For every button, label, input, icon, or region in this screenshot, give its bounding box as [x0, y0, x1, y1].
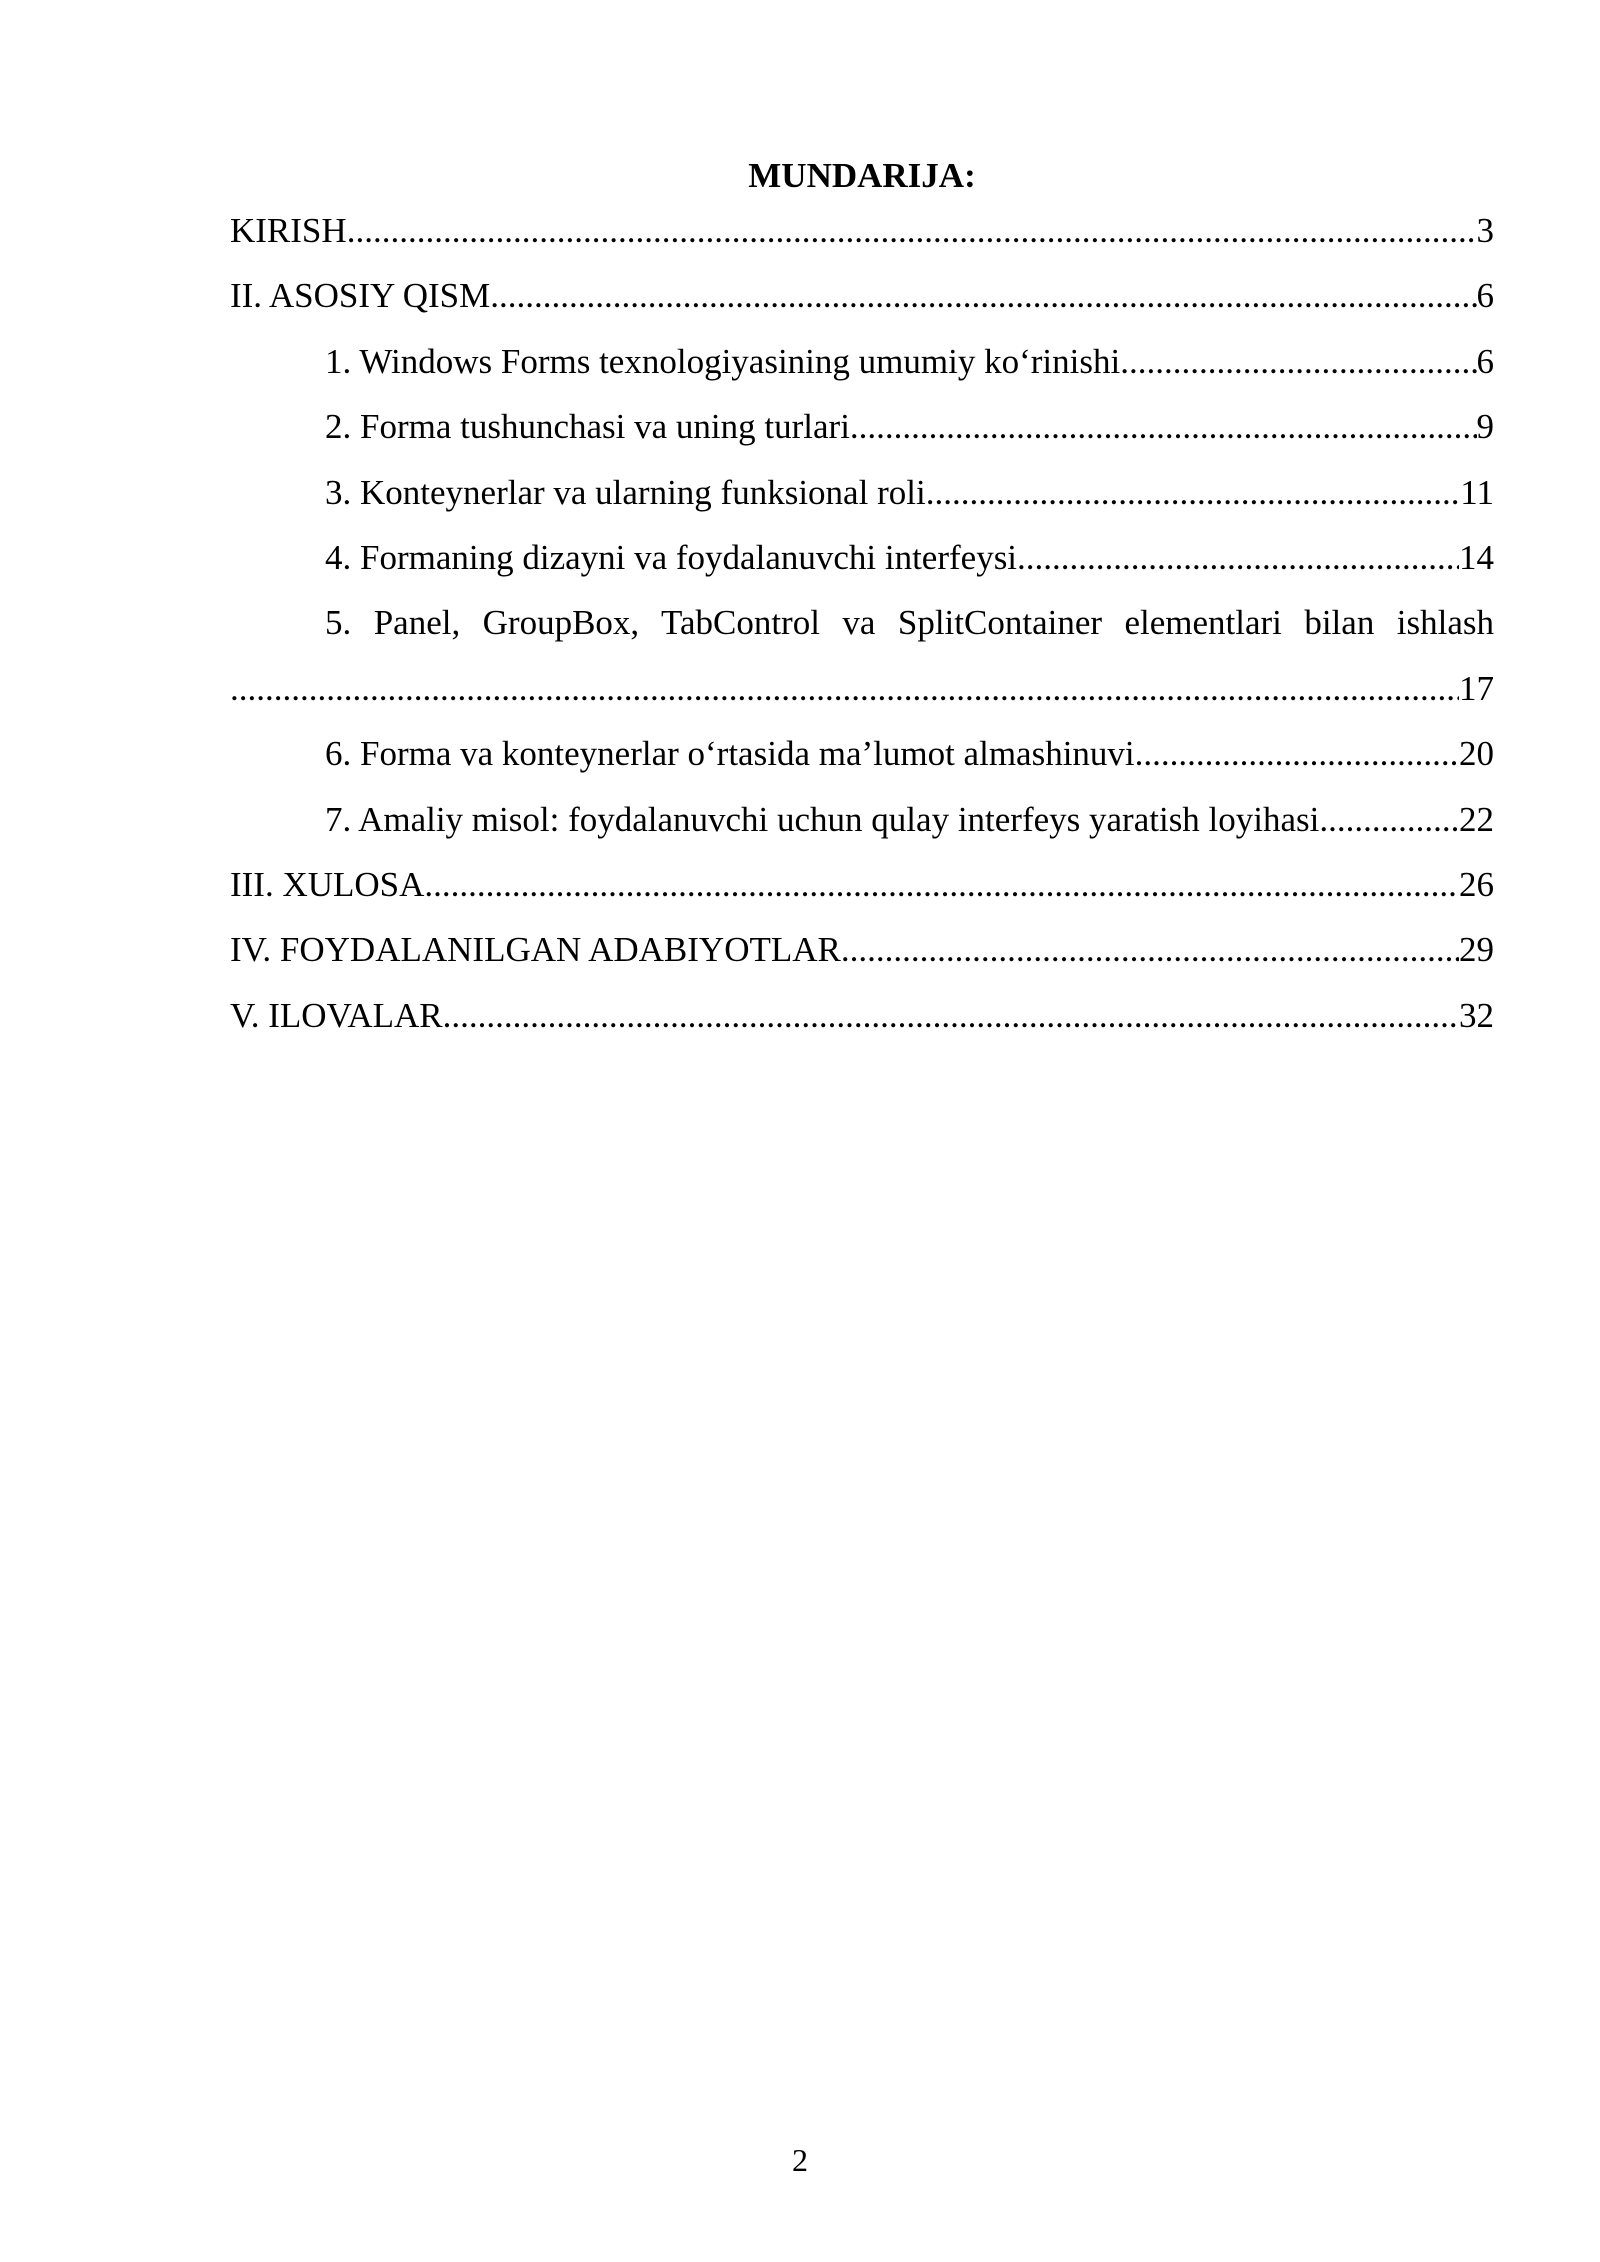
toc-entry-label: V. ILOVALAR	[230, 995, 443, 1035]
toc-entry-label: 4. Formaning dizayni va foydalanuvchi interfeysi	[325, 537, 1018, 577]
toc-dot-leader	[841, 917, 1459, 982]
toc-entry-section-2[interactable]	[230, 394, 1494, 459]
toc-dot-leader	[1135, 721, 1459, 786]
toc-entry-asosiy-qism[interactable]	[230, 263, 1494, 328]
toc-entry-section-3[interactable]	[230, 460, 1494, 525]
toc-entry-section-4[interactable]	[230, 525, 1494, 590]
toc-entry-page: 6	[1476, 341, 1494, 381]
toc-entry-page: 3	[1476, 211, 1494, 250]
toc-dot-leader	[230, 656, 1459, 721]
toc-entry-continuation	[230, 656, 1494, 721]
toc-entry-label: III. XULOSA	[230, 864, 425, 904]
toc-dot-leader	[347, 198, 1477, 263]
toc-dot-leader	[443, 983, 1459, 1048]
table-of-contents	[230, 198, 1494, 1048]
toc-entry-page: 17	[1459, 668, 1494, 708]
toc-entry-section-7[interactable]	[230, 787, 1494, 852]
toc-entry-page: 14	[1459, 537, 1494, 577]
toc-entry-page: 20	[1459, 734, 1494, 774]
toc-entry-page: 32	[1459, 995, 1494, 1035]
toc-entry-page: 22	[1459, 799, 1494, 839]
toc-entry-label: 7. Amaliy misol: foydalanuvchi uchun qulay interfeys yaratish loyihasi	[325, 799, 1320, 839]
toc-entry-section-1[interactable]	[230, 329, 1494, 394]
toc-entry-xulosa[interactable]	[230, 852, 1494, 917]
toc-dot-leader	[1319, 787, 1459, 852]
toc-dot-leader	[1017, 525, 1459, 590]
toc-dot-leader	[1120, 329, 1476, 394]
toc-entry-label: II. ASOSIY QISM	[230, 276, 491, 316]
toc-entry-page: 26	[1459, 864, 1494, 904]
toc-entry-ilovalar[interactable]	[230, 983, 1494, 1048]
toc-entry-section-5[interactable]	[230, 590, 1494, 721]
toc-entry-label: 2. Forma tushunchasi va uning turlari	[325, 407, 850, 447]
toc-entry-section-6[interactable]	[230, 721, 1494, 786]
toc-entry-label: 3. Konteynerlar va ularning funksional roli	[325, 472, 926, 512]
toc-dot-leader	[926, 460, 1461, 525]
toc-entry-label: 6. Forma va konteynerlar o‘rtasida ma’lumot almashinuvi	[325, 734, 1135, 774]
toc-entry-page: 11	[1460, 472, 1494, 512]
toc-dot-leader	[490, 263, 1476, 328]
toc-entry-page: 29	[1459, 930, 1494, 970]
toc-dot-leader	[850, 394, 1477, 459]
toc-entry-page: 9	[1476, 407, 1494, 447]
toc-entry-kirish[interactable]	[230, 198, 1494, 263]
toc-entry-label: IV. FOYDALANILGAN ADABIYOTLAR	[230, 930, 841, 970]
page-number: 2	[792, 2142, 808, 2178]
toc-dot-leader	[424, 852, 1459, 917]
toc-entry-label: KIRISH	[230, 211, 347, 250]
toc-entry-adabiyotlar[interactable]	[230, 917, 1494, 982]
page-title: MUNDARIJA:	[748, 156, 976, 195]
toc-entry-label: 5. Panel, GroupBox, TabControl va SplitContainer elementlari bilan ishlash	[325, 603, 1494, 643]
toc-entry-label: 1. Windows Forms texnologiyasining umumiy ko‘rinishi	[325, 341, 1121, 381]
toc-entry-page: 6	[1476, 276, 1494, 316]
